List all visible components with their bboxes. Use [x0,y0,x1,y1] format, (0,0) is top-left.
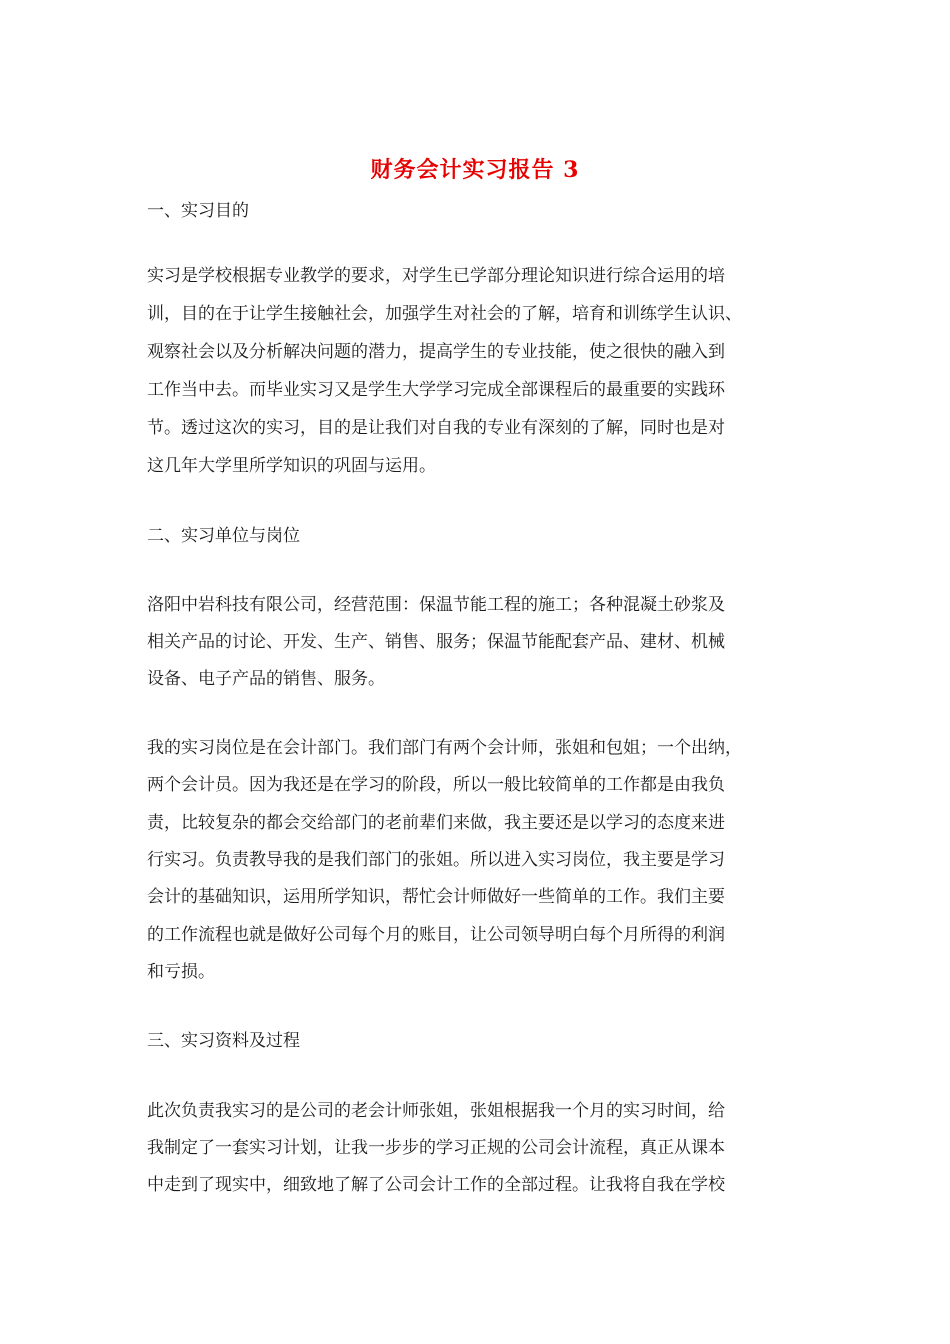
text-line: 相关产品的讨论、开发、生产、销售、服务；保温节能配套产品、建材、机械 [147,632,725,652]
text-line: 责，比较复杂的都会交给部门的老前辈们来做，我主要还是以学习的态度来进 [147,813,725,833]
text-line: 洛阳中岩科技有限公司，经营范围：保温节能工程的施工；各种混凝土砂浆及 [147,595,725,615]
text-line: 训，目的在于让学生接触社会，加强学生对社会的了解，培育和训练学生认识、 [147,304,742,324]
text-line: 我制定了一套实习计划，让我一步步的学习正规的公司会计流程，真正从课本 [147,1138,725,1158]
text-line: 行实习。负责教导我的是我们部门的张姐。所以进入实习岗位，我主要是学习 [147,850,725,870]
text-line: 节。透过这次的实习，目的是让我们对自我的专业有深刻的了解，同时也是对 [147,418,725,438]
text-line: 中走到了现实中，细致地了解了公司会计工作的全部过程。让我将自我在学校 [147,1175,725,1195]
section-heading-content-process: 三、实习资料及过程 [147,1031,300,1051]
text-line: 和亏损。 [147,962,215,982]
section-heading-unit-position: 二、实习单位与岗位 [147,526,300,546]
text-line: 实习是学校根据专业教学的要求，对学生已学部分理论知识进行综合运用的培 [147,266,725,286]
text-line: 的工作流程也就是做好公司每个月的账目，让公司领导明白每个月所得的利润 [147,925,725,945]
document-title: 财务会计实习报告 3 [370,157,580,183]
text-line: 工作当中去。而毕业实习又是学生大学学习完成全部课程后的最重要的实践环 [147,380,725,400]
text-line: 此次负责我实习的是公司的老会计师张姐，张姐根据我一个月的实习时间，给 [147,1101,725,1121]
section-heading-purpose: 一、实习目的 [147,201,249,221]
text-line: 两个会计员。因为我还是在学习的阶段，所以一般比较简单的工作都是由我负 [147,775,725,795]
text-line: 会计的基础知识，运用所学知识，帮忙会计师做好一些简单的工作。我们主要 [147,887,725,907]
text-line: 观察社会以及分析解决问题的潜力，提高学生的专业技能，使之很快的融入到 [147,342,725,362]
text-line: 设备、电子产品的销售、服务。 [147,669,385,689]
text-line: 我的实习岗位是在会计部门。我们部门有两个会计师，张姐和包姐；一个出纳， [147,738,742,758]
text-line: 这几年大学里所学知识的巩固与运用。 [147,456,436,476]
